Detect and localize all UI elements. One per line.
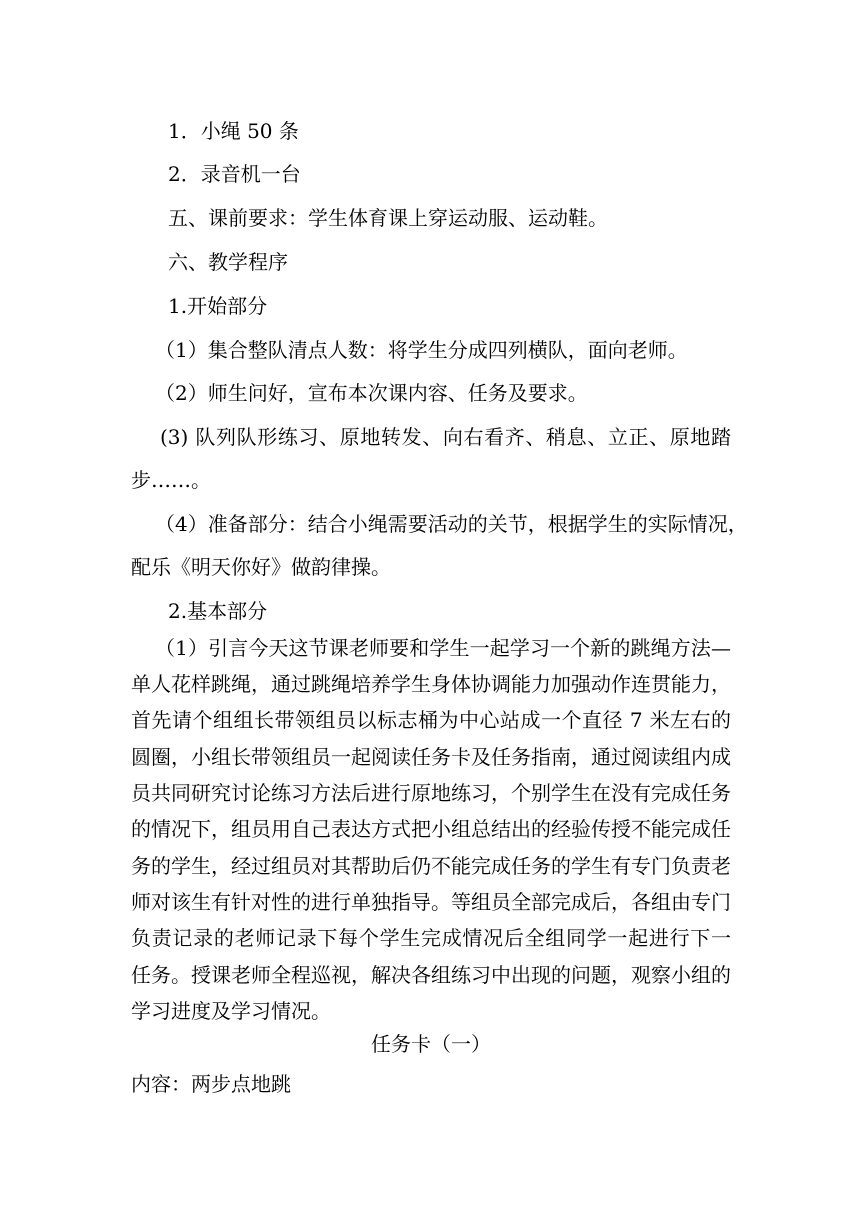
paragraph-line: 圆圈，小组长带领组员一起阅读任务卡及任务指南，通过阅读组内成 — [131, 745, 731, 769]
paragraph-line: 务的学生，经过组员对其帮助后仍不能完成任务的学生有专门负责老 — [131, 854, 731, 878]
paragraph-line: 员共同研究讨论练习方法后进行原地练习，个别学生在没有完成任务 — [131, 781, 731, 805]
paragraph-line: （1）引言今天这节课老师要和学生一起学习一个新的跳绳方法— — [155, 636, 731, 660]
paragraph-line: 步……。 — [131, 468, 211, 492]
paragraph-line: (3) 队列队形练习、原地转发、向右看齐、稍息、立正、原地踏 — [160, 425, 731, 449]
paragraph-line: 负责记录的老师记录下每个学生完成情况后全组同学一起进行下一 — [131, 926, 731, 950]
paragraph-line: 的情况下，组员用自己表达方式把小组总结出的经验传授不能完成任 — [131, 817, 731, 841]
subheading-start-part: 1.开始部分 — [168, 294, 268, 318]
task-card-content: 内容：两步点地跳 — [131, 1072, 291, 1096]
subheading-basic-part: 2.基本部分 — [168, 599, 268, 623]
section-heading-pre-class-requirements: 五、课前要求：学生体育课上穿运动服、运动鞋。 — [168, 206, 608, 230]
task-card-title: 任务卡（一） — [371, 1032, 491, 1056]
paragraph-line: 学习进度及学习情况。 — [131, 999, 331, 1023]
paragraph-line: 配乐《明天你好》做韵律操。 — [131, 555, 391, 579]
paragraph-line: （2）师生问好，宣布本次课内容、任务及要求。 — [155, 381, 588, 405]
material-item-recorder: 2．录音机一台 — [168, 162, 301, 186]
paragraph-line: （1）集合整队清点人数：将学生分成四列横队，面向老师。 — [155, 338, 688, 362]
material-item-ropes: 1．小绳 50 条 — [168, 119, 299, 143]
section-heading-teaching-procedure: 六、教学程序 — [168, 250, 288, 274]
paragraph-line: （4）准备部分：结合小绳需要活动的关节，根据学生的实际情况， — [155, 512, 748, 536]
paragraph-line: 任务。授课老师全程巡视，解决各组练习中出现的问题，观察小组的 — [131, 963, 731, 987]
paragraph-line: 师对该生有针对性的进行单独指导。等组员全部完成后，各组由专门 — [131, 890, 731, 914]
paragraph-line: 首先请个组组长带领组员以标志桶为中心站成一个直径 7 米左右的 — [131, 708, 731, 732]
paragraph-line: 单人花样跳绳，通过跳绳培养学生身体协调能力加强动作连贯能力， — [131, 672, 731, 696]
